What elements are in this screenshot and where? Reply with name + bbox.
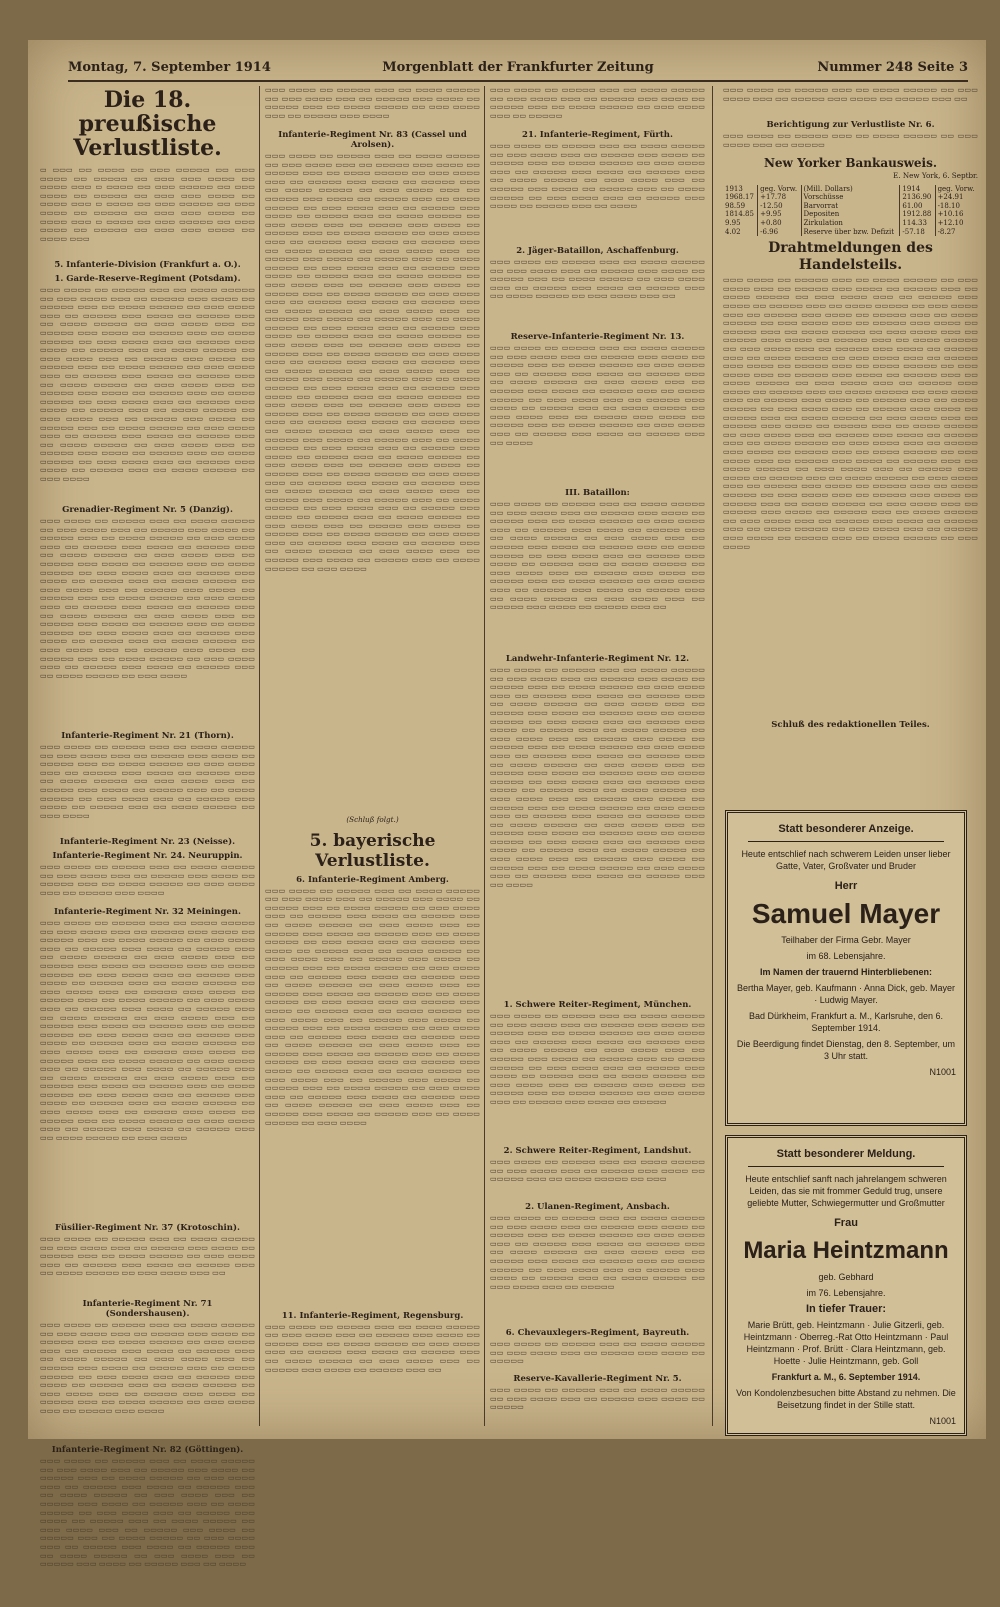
- table-row: 4.02 -6.96 Reserve über bzw. Defizit -57.18 -8.27: [723, 228, 978, 237]
- mourners-list: Bertha Mayer, geb. Kaufmann · Anna Dick, geb. Mayer · Ludwig Mayer.: [736, 983, 956, 1005]
- text-block: ▭▭▭ ▭▭▭▭ ▭▭ ▭▭▭▭▭ ▭▭▭ ▭▭ ▭▭▭▭ ▭▭▭▭▭ ▭▭ ▭▭▭ ▭▭▭▭ ▭▭▭ ▭▭ ▭▭▭▭▭ ▭▭▭ ▭▭▭▭ ▭▭ ▭▭▭▭▭ ▭▭▭ ▭▭ ▭▭▭▭ ▭▭▭▭▭ ▭▭ ▭▭▭ ▭▭▭▭ ▭▭▭ ▭▭ ▭▭▭▭▭ ▭▭▭ ▭▭▭▭: [265, 85, 480, 120]
- text-block: ▭▭▭ ▭▭▭▭ ▭▭ ▭▭▭▭▭ ▭▭▭ ▭▭ ▭▭▭▭ ▭▭▭▭▭ ▭▭ ▭▭▭ ▭▭▭▭ ▭▭▭ ▭▭ ▭▭▭▭▭ ▭▭▭ ▭▭▭▭ ▭▭ ▭▭▭▭▭ ▭▭▭ ▭▭ ▭▭▭▭ ▭▭▭▭▭ ▭▭ ▭▭▭ ▭▭▭▭ ▭▭▭ ▭▭ ▭▭▭▭▭ ▭▭▭ ▭▭▭▭ ▭▭ ▭▭▭▭▭ ▭▭▭ ▭▭ ▭▭▭▭ ▭▭▭▭▭ ▭▭ ▭▭▭ ▭▭▭▭ ▭▭▭ ▭▭ ▭▭▭▭▭ ▭▭▭ ▭▭▭▭ ▭▭ ▭▭▭▭▭ ▭▭▭ ▭▭ ▭▭▭▭ ▭▭▭▭▭ ▭▭ ▭▭▭ ▭▭▭▭ ▭▭▭ ▭▭ ▭▭▭▭▭ ▭▭▭ ▭▭▭▭ ▭▭ ▭▭▭▭▭ ▭▭▭ ▭▭ ▭▭▭▭ ▭▭▭▭▭ ▭▭ ▭▭▭ ▭▭▭▭ ▭▭▭ ▭▭ ▭▭▭▭▭ ▭▭▭ ▭▭▭▭ ▭▭ ▭▭▭▭▭ ▭▭▭ ▭▭ ▭▭▭▭ ▭▭▭▭▭ ▭▭ ▭▭▭ ▭▭▭▭ ▭▭▭ ▭▭ ▭▭▭▭▭ ▭▭▭ ▭▭▭▭ ▭▭ ▭▭▭▭▭ ▭▭▭ ▭▭ ▭▭▭▭ ▭▭▭▭▭ ▭▭ ▭▭▭ ▭▭▭▭ ▭▭▭ ▭▭ ▭▭▭▭▭ ▭▭▭ ▭▭▭▭ ▭▭ ▭▭▭▭▭ ▭▭▭ ▭▭ ▭▭▭▭ ▭▭▭▭▭ ▭▭ ▭▭▭ ▭▭▭▭ ▭▭▭ ▭▭ ▭▭▭▭▭ ▭▭▭ ▭▭▭▭ ▭▭ ▭▭▭▭▭ ▭▭▭ ▭▭ ▭▭▭▭ ▭▭▭▭▭ ▭▭ ▭▭▭ ▭▭▭▭ ▭▭▭ ▭▭ ▭▭▭▭▭ ▭▭▭ ▭▭▭▭ ▭▭ ▭▭▭▭▭ ▭▭▭ ▭▭ ▭▭▭▭ ▭▭▭▭▭ ▭▭ ▭▭▭ ▭▭▭▭ ▭▭▭ ▭▭ ▭▭▭▭▭ ▭▭▭ ▭▭▭▭ ▭▭ ▭▭▭▭▭ ▭▭▭ ▭▭ ▭▭▭▭ ▭▭▭▭▭ ▭▭ ▭▭▭ ▭▭▭▭ ▭▭▭ ▭▭ ▭▭▭▭▭ ▭▭▭ ▭▭▭▭ ▭▭ ▭▭▭▭▭ ▭▭▭ ▭▭ ▭▭▭▭ ▭▭▭▭▭ ▭▭ ▭▭▭ ▭▭▭▭ ▭▭▭ ▭▭ ▭▭▭▭▭ ▭▭▭ ▭▭▭▭ ▭▭ ▭▭▭▭▭ ▭▭▭ ▭▭ ▭▭▭▭ ▭▭▭▭▭ ▭▭ ▭▭▭ ▭▭▭▭: [40, 285, 255, 484]
- deceased-role: Teilhaber der Firma Gebr. Mayer: [781, 935, 911, 945]
- continued-note: (Schluß folgt.): [346, 815, 399, 824]
- death-notice-mayer: [725, 810, 967, 1126]
- section-heading: Infanterie-Regiment Nr. 83 (Cassel und Arolsen).: [278, 130, 467, 150]
- section-heading: 2. Ulanen-Regiment, Ansbach.: [525, 1202, 670, 1212]
- telegrams-title: Drahtmeldungen des Handelsteils.: [768, 240, 933, 274]
- divider: [748, 1166, 944, 1167]
- text-block: ▭▭▭ ▭▭▭▭ ▭▭ ▭▭▭▭▭ ▭▭▭ ▭▭ ▭▭▭▭ ▭▭▭▭▭ ▭▭ ▭▭▭ ▭▭▭▭ ▭▭▭ ▭▭ ▭▭▭▭▭ ▭▭▭ ▭▭▭▭ ▭▭ ▭▭▭▭▭ ▭▭▭ ▭▭ ▭▭▭▭ ▭▭▭▭▭ ▭▭ ▭▭▭ ▭▭▭▭ ▭▭▭ ▭▭ ▭▭▭▭▭ ▭▭▭ ▭▭▭▭ ▭▭ ▭▭▭▭▭ ▭▭▭ ▭▭ ▭▭▭▭ ▭▭▭▭▭ ▭▭ ▭▭▭ ▭▭▭▭ ▭▭▭ ▭▭: [40, 1234, 255, 1278]
- column-rule: [712, 86, 713, 1426]
- text-block: ▭▭▭ ▭▭▭▭ ▭▭ ▭▭▭▭▭ ▭▭▭ ▭▭ ▭▭▭▭ ▭▭▭▭▭ ▭▭ ▭▭▭ ▭▭▭▭ ▭▭▭ ▭▭ ▭▭▭▭▭ ▭▭▭ ▭▭▭▭ ▭▭ ▭▭▭▭▭ ▭▭▭ ▭▭ ▭▭▭▭ ▭▭▭▭▭ ▭▭ ▭▭▭ ▭▭▭▭ ▭▭▭ ▭▭ ▭▭▭▭▭ ▭▭▭ ▭▭▭▭ ▭▭ ▭▭▭▭▭ ▭▭▭ ▭▭ ▭▭▭▭ ▭▭▭▭▭ ▭▭ ▭▭▭ ▭▭▭▭ ▭▭▭ ▭▭ ▭▭▭▭▭ ▭▭▭ ▭▭▭▭ ▭▭ ▭▭▭▭▭ ▭▭▭ ▭▭ ▭▭▭▭ ▭▭▭▭▭ ▭▭ ▭▭▭ ▭▭▭▭ ▭▭▭ ▭▭ ▭▭▭▭▭ ▭▭▭ ▭▭▭▭ ▭▭ ▭▭▭▭▭ ▭▭▭ ▭▭ ▭▭▭▭ ▭▭▭▭▭ ▭▭ ▭▭▭ ▭▭▭▭: [40, 742, 255, 820]
- bank-statement-title: New Yorker Bankausweis.: [763, 156, 938, 170]
- column-rule: [259, 86, 260, 1426]
- section-heading: 2. Jäger-Bataillon, Aschaffenburg.: [516, 246, 679, 256]
- text-block: ▭▭▭ ▭▭▭▭ ▭▭ ▭▭▭▭▭ ▭▭▭ ▭▭ ▭▭▭▭ ▭▭▭▭▭ ▭▭ ▭▭▭ ▭▭▭▭ ▭▭▭ ▭▭ ▭▭▭▭▭ ▭▭▭ ▭▭▭▭ ▭▭ ▭▭▭▭▭: [490, 1385, 705, 1412]
- bavarian-list-title: 5. bayerische Verlustliste.: [309, 830, 436, 871]
- deceased-age: im 68. Lebensjahre.: [806, 951, 886, 961]
- text-block: ▭▭▭ ▭▭▭▭ ▭▭ ▭▭▭▭▭ ▭▭▭ ▭▭ ▭▭▭▭ ▭▭▭▭▭ ▭▭ ▭▭▭ ▭▭▭▭ ▭▭▭ ▭▭ ▭▭▭▭▭ ▭▭▭ ▭▭▭▭ ▭▭ ▭▭▭▭▭ ▭▭▭ ▭▭ ▭▭▭▭ ▭▭▭▭▭ ▭▭ ▭▭▭ ▭▭▭▭ ▭▭▭ ▭▭ ▭▭▭▭▭ ▭▭▭ ▭▭▭▭ ▭▭ ▭▭▭▭▭ ▭▭▭ ▭▭ ▭▭▭▭ ▭▭▭▭▭ ▭▭ ▭▭▭ ▭▭▭▭ ▭▭▭ ▭▭ ▭▭▭▭▭ ▭▭▭ ▭▭▭▭ ▭▭ ▭▭▭▭▭ ▭▭▭ ▭▭: [265, 1321, 480, 1374]
- text-block: ▭▭▭ ▭▭▭▭ ▭▭ ▭▭▭▭▭ ▭▭▭ ▭▭ ▭▭▭▭ ▭▭▭▭▭ ▭▭ ▭▭▭ ▭▭▭▭ ▭▭▭ ▭▭ ▭▭▭▭▭ ▭▭▭ ▭▭▭▭ ▭▭ ▭▭▭▭▭ ▭▭▭ ▭▭ ▭▭▭▭ ▭▭▭▭▭ ▭▭ ▭▭▭ ▭▭▭▭ ▭▭▭ ▭▭ ▭▭▭▭▭: [490, 85, 705, 120]
- section-heading: Reserve-Kavallerie-Regiment Nr. 5.: [513, 1374, 682, 1384]
- text-block: ▭▭▭ ▭▭▭▭ ▭▭ ▭▭▭▭▭ ▭▭▭ ▭▭ ▭▭▭▭ ▭▭▭▭▭ ▭▭ ▭▭▭ ▭▭▭▭ ▭▭▭ ▭▭ ▭▭▭▭▭ ▭▭▭ ▭▭▭▭ ▭▭ ▭▭▭▭▭ ▭▭▭ ▭▭ ▭▭▭▭ ▭▭▭▭▭ ▭▭ ▭▭▭ ▭▭▭▭ ▭▭▭ ▭▭ ▭▭▭▭▭ ▭▭▭ ▭▭▭▭ ▭▭ ▭▭▭▭▭ ▭▭▭ ▭▭ ▭▭▭▭ ▭▭▭▭▭ ▭▭ ▭▭▭ ▭▭▭▭ ▭▭▭ ▭▭ ▭▭▭▭▭ ▭▭▭ ▭▭▭▭ ▭▭ ▭▭▭▭▭ ▭▭▭ ▭▭ ▭▭▭▭ ▭▭▭▭▭ ▭▭ ▭▭▭ ▭▭▭▭ ▭▭▭ ▭▭ ▭▭▭▭▭ ▭▭▭ ▭▭▭▭ ▭▭ ▭▭▭▭▭ ▭▭▭ ▭▭ ▭▭▭▭ ▭▭▭▭▭ ▭▭ ▭▭▭ ▭▭▭▭ ▭▭▭ ▭▭ ▭▭▭▭▭ ▭▭▭ ▭▭▭▭ ▭▭ ▭▭▭▭▭ ▭▭▭ ▭▭ ▭▭▭▭ ▭▭▭▭▭ ▭▭ ▭▭▭ ▭▭▭▭ ▭▭▭ ▭▭ ▭▭▭▭▭ ▭▭▭ ▭▭▭▭ ▭▭ ▭▭▭▭▭ ▭▭▭ ▭▭ ▭▭▭▭ ▭▭▭▭▭ ▭▭ ▭▭▭ ▭▭▭▭ ▭▭▭ ▭▭ ▭▭▭▭▭ ▭▭▭ ▭▭▭▭ ▭▭ ▭▭▭▭▭ ▭▭▭ ▭▭ ▭▭▭▭ ▭▭▭▭▭ ▭▭ ▭▭▭ ▭▭▭▭ ▭▭▭ ▭▭ ▭▭▭▭▭ ▭▭▭ ▭▭▭▭ ▭▭ ▭▭▭▭▭ ▭▭▭ ▭▭ ▭▭▭▭ ▭▭▭▭▭ ▭▭ ▭▭▭ ▭▭▭▭ ▭▭▭ ▭▭ ▭▭▭▭▭ ▭▭▭ ▭▭▭▭ ▭▭ ▭▭▭▭▭ ▭▭▭ ▭▭ ▭▭▭▭ ▭▭▭▭▭ ▭▭ ▭▭▭ ▭▭▭▭ ▭▭▭ ▭▭ ▭▭▭▭▭ ▭▭▭ ▭▭▭▭ ▭▭ ▭▭▭▭▭ ▭▭▭ ▭▭ ▭▭▭▭ ▭▭▭▭▭ ▭▭ ▭▭▭ ▭▭▭▭ ▭▭▭ ▭▭ ▭▭▭▭▭ ▭▭▭ ▭▭▭▭ ▭▭ ▭▭▭▭▭ ▭▭▭ ▭▭ ▭▭▭▭ ▭▭▭▭▭ ▭▭ ▭▭▭ ▭▭▭▭ ▭▭▭ ▭▭ ▭▭▭▭▭ ▭▭▭ ▭▭▭▭ ▭▭ ▭▭▭▭▭ ▭▭▭ ▭▭ ▭▭▭▭ ▭▭▭▭▭ ▭▭ ▭▭▭ ▭▭▭▭ ▭▭▭ ▭▭ ▭▭▭▭▭ ▭▭▭ ▭▭▭▭ ▭▭ ▭▭▭▭▭ ▭▭▭ ▭▭ ▭▭▭▭ ▭▭▭▭▭ ▭▭ ▭▭▭ ▭▭▭▭ ▭▭▭ ▭▭ ▭▭▭▭▭ ▭▭▭ ▭▭▭▭ ▭▭ ▭▭▭▭▭ ▭▭▭ ▭▭ ▭▭▭▭: [490, 665, 705, 889]
- text-block: ▭▭▭ ▭▭▭▭ ▭▭ ▭▭▭▭▭ ▭▭▭ ▭▭ ▭▭▭▭ ▭▭▭▭▭ ▭▭ ▭▭▭ ▭▭▭▭ ▭▭▭ ▭▭ ▭▭▭▭▭ ▭▭▭ ▭▭▭▭ ▭▭ ▭▭▭▭▭ ▭▭▭ ▭▭ ▭▭▭▭ ▭▭▭▭▭ ▭▭ ▭▭▭ ▭▭▭▭ ▭▭▭ ▭▭ ▭▭▭▭▭ ▭▭▭ ▭▭▭▭ ▭▭ ▭▭▭▭▭ ▭▭▭ ▭▭ ▭▭▭▭ ▭▭▭▭▭ ▭▭ ▭▭▭ ▭▭▭▭ ▭▭▭ ▭▭ ▭▭▭▭▭ ▭▭▭ ▭▭▭▭ ▭▭ ▭▭▭▭▭ ▭▭▭ ▭▭ ▭▭▭▭ ▭▭▭▭▭ ▭▭ ▭▭▭ ▭▭▭▭ ▭▭▭ ▭▭ ▭▭▭▭▭ ▭▭▭ ▭▭▭▭ ▭▭ ▭▭▭▭▭ ▭▭▭ ▭▭ ▭▭▭▭ ▭▭▭▭▭ ▭▭ ▭▭▭ ▭▭▭▭ ▭▭▭ ▭▭ ▭▭▭▭▭ ▭▭▭ ▭▭▭▭ ▭▭ ▭▭▭▭▭ ▭▭▭ ▭▭ ▭▭▭▭ ▭▭▭▭▭ ▭▭ ▭▭▭ ▭▭▭▭ ▭▭▭ ▭▭ ▭▭▭▭▭ ▭▭▭ ▭▭▭▭ ▭▭ ▭▭▭▭▭ ▭▭▭ ▭▭ ▭▭▭▭: [490, 343, 705, 447]
- section-heading: III. Bataillon:: [565, 488, 630, 498]
- column-4: [723, 86, 978, 776]
- notice-intro: Heute entschlief nach schwerem Leiden unser lieber Gatte, Vater, Großvater und Bruder: [741, 849, 951, 871]
- header-page-number: Nummer 248 Seite 3: [817, 60, 968, 75]
- section-heading: 21. Infanterie-Regiment, Fürth.: [522, 130, 673, 140]
- section-heading: Füsilier-Regiment Nr. 37 (Krotoschin).: [55, 1223, 240, 1233]
- section-heading: Infanterie-Regiment Nr. 24. Neuruppin.: [52, 851, 243, 861]
- deceased-name: Samuel Mayer: [751, 898, 941, 929]
- section-heading: 2. Schwere Reiter-Regiment, Landshut.: [503, 1146, 692, 1156]
- column-2: [265, 86, 480, 1426]
- bank-statement-table: [723, 185, 978, 237]
- ad-code: N1001: [929, 1067, 956, 1077]
- column-1: [40, 86, 255, 1569]
- newspaper-page: [28, 40, 986, 1569]
- text-block: ▭▭▭ ▭▭▭▭ ▭▭ ▭▭▭▭▭ ▭▭▭ ▭▭ ▭▭▭▭ ▭▭▭▭▭ ▭▭ ▭▭▭ ▭▭▭▭ ▭▭▭ ▭▭ ▭▭▭▭▭ ▭▭▭ ▭▭▭▭ ▭▭ ▭▭▭▭▭ ▭▭▭ ▭▭ ▭▭▭▭ ▭▭▭▭▭ ▭▭ ▭▭▭ ▭▭▭▭ ▭▭▭ ▭▭ ▭▭▭▭▭ ▭▭▭ ▭▭▭▭ ▭▭ ▭▭▭▭▭ ▭▭▭ ▭▭ ▭▭▭▭ ▭▭▭▭▭ ▭▭ ▭▭▭ ▭▭▭▭ ▭▭▭ ▭▭ ▭▭▭▭▭ ▭▭▭ ▭▭▭▭ ▭▭ ▭▭▭▭▭ ▭▭▭ ▭▭ ▭▭▭▭ ▭▭▭▭▭ ▭▭ ▭▭▭ ▭▭▭▭ ▭▭▭ ▭▭ ▭▭▭▭▭ ▭▭▭ ▭▭▭▭ ▭▭ ▭▭▭▭▭ ▭▭▭ ▭▭ ▭▭▭▭: [490, 141, 705, 211]
- section-heading: 6. Chevauxlegers-Regiment, Bayreuth.: [505, 1328, 690, 1338]
- mourners-list: Marie Brütt, geb. Heintzmann · Julie Gitzerli, geb. Heintzmann · Oberreg.-Rat Otto Heintzmann · Paul Heintzmann · Prof. Brütt · Clara Heintzmann, geb. Hoette · Julie Heintzmann, geb. Goll: [743, 1320, 949, 1366]
- section-heading: 1. Garde-Reserve-Regiment (Potsdam).: [54, 274, 241, 284]
- burial-info: Die Beerdigung findet Dienstag, den 8. September, um 3 Uhr statt.: [736, 1039, 956, 1061]
- section-heading: 5. Infanterie-Division (Frankfurt a. O.).: [54, 260, 241, 270]
- section-heading: Landwehr-Infanterie-Regiment Nr. 12.: [505, 654, 690, 664]
- deceased-age: im 76. Lebensjahre.: [806, 1288, 886, 1298]
- divider: [748, 841, 944, 842]
- ad-code: N1001: [929, 1416, 956, 1426]
- notice-kicker: Statt besonderer Meldung.: [776, 1148, 916, 1160]
- table-header-row: 1913 geg. Vorw. (Mill. Dollars) 1914 geg. Vorw.: [723, 185, 978, 194]
- section-heading: Infanterie-Regiment Nr. 82 (Göttingen).: [51, 1445, 244, 1455]
- header-paper-title: Morgenblatt der Frankfurter Zeitung: [382, 60, 654, 75]
- section-heading: 1. Schwere Reiter-Regiment, München.: [503, 1000, 692, 1010]
- section-heading: 6. Infanterie-Regiment Amberg.: [296, 874, 449, 885]
- text-block: ▭▭▭ ▭▭▭▭ ▭▭ ▭▭▭▭▭ ▭▭▭ ▭▭ ▭▭▭▭ ▭▭▭▭▭ ▭▭ ▭▭▭ ▭▭▭▭ ▭▭▭ ▭▭ ▭▭▭▭▭ ▭▭▭ ▭▭▭▭ ▭▭ ▭▭▭▭▭ ▭▭▭ ▭▭ ▭▭▭▭ ▭▭▭▭▭ ▭▭ ▭▭▭ ▭▭▭▭ ▭▭▭ ▭▭ ▭▭▭▭▭ ▭▭▭ ▭▭▭▭ ▭▭ ▭▭▭▭▭ ▭▭▭ ▭▭ ▭▭▭▭ ▭▭▭▭▭ ▭▭ ▭▭▭ ▭▭▭▭ ▭▭▭ ▭▭ ▭▭▭▭▭ ▭▭▭ ▭▭▭▭ ▭▭ ▭▭▭▭▭ ▭▭▭ ▭▭ ▭▭▭▭ ▭▭▭▭▭ ▭▭ ▭▭▭ ▭▭▭▭ ▭▭▭ ▭▭ ▭▭▭▭▭ ▭▭▭ ▭▭▭▭ ▭▭ ▭▭▭▭▭ ▭▭▭ ▭▭ ▭▭▭▭ ▭▭▭▭▭ ▭▭ ▭▭▭ ▭▭▭▭ ▭▭▭ ▭▭ ▭▭▭▭▭: [490, 1213, 705, 1291]
- text-block: ▭▭▭ ▭▭▭▭ ▭▭ ▭▭▭▭▭ ▭▭▭ ▭▭ ▭▭▭▭ ▭▭▭▭▭ ▭▭ ▭▭▭ ▭▭▭▭ ▭▭▭ ▭▭ ▭▭▭▭▭ ▭▭▭ ▭▭▭▭ ▭▭ ▭▭▭▭▭ ▭▭▭ ▭▭ ▭▭▭▭ ▭▭▭▭▭ ▭▭ ▭▭▭ ▭▭▭▭ ▭▭▭ ▭▭ ▭▭▭▭▭ ▭▭▭ ▭▭▭▭ ▭▭ ▭▭▭▭▭ ▭▭▭ ▭▭ ▭▭▭▭ ▭▭▭▭▭ ▭▭ ▭▭▭ ▭▭▭▭ ▭▭▭ ▭▭ ▭▭▭▭▭ ▭▭▭ ▭▭▭▭ ▭▭ ▭▭▭▭▭ ▭▭▭ ▭▭ ▭▭▭▭ ▭▭▭▭▭ ▭▭ ▭▭▭ ▭▭▭▭ ▭▭▭ ▭▭ ▭▭▭▭▭ ▭▭▭ ▭▭▭▭ ▭▭ ▭▭▭▭▭ ▭▭▭ ▭▭ ▭▭▭▭ ▭▭▭▭▭ ▭▭ ▭▭▭ ▭▭▭▭ ▭▭▭ ▭▭ ▭▭▭▭▭ ▭▭▭ ▭▭▭▭ ▭▭ ▭▭▭▭▭ ▭▭▭ ▭▭ ▭▭▭▭ ▭▭▭▭▭ ▭▭ ▭▭▭ ▭▭▭▭ ▭▭▭ ▭▭ ▭▭▭▭▭ ▭▭▭ ▭▭▭▭ ▭▭ ▭▭▭▭▭ ▭▭▭ ▭▭ ▭▭▭▭ ▭▭▭▭▭ ▭▭ ▭▭▭ ▭▭▭▭ ▭▭▭ ▭▭ ▭▭▭▭▭ ▭▭▭ ▭▭▭▭ ▭▭ ▭▭▭▭▭ ▭▭▭ ▭▭ ▭▭▭▭ ▭▭▭▭▭ ▭▭ ▭▭▭ ▭▭▭▭ ▭▭▭ ▭▭ ▭▭▭▭▭ ▭▭▭ ▭▭▭▭ ▭▭ ▭▭▭▭▭ ▭▭▭ ▭▭ ▭▭▭▭ ▭▭▭▭▭ ▭▭ ▭▭▭ ▭▭▭▭ ▭▭▭ ▭▭ ▭▭▭▭▭ ▭▭▭ ▭▭▭▭ ▭▭ ▭▭▭▭▭ ▭▭▭ ▭▭ ▭▭▭▭ ▭▭▭▭▭ ▭▭ ▭▭▭ ▭▭▭▭ ▭▭▭ ▭▭ ▭▭▭▭▭ ▭▭▭ ▭▭▭▭ ▭▭ ▭▭▭▭▭ ▭▭▭ ▭▭ ▭▭▭▭ ▭▭▭▭▭ ▭▭ ▭▭▭ ▭▭▭▭: [40, 516, 255, 680]
- text-block: ▭▭▭ ▭▭▭▭ ▭▭ ▭▭▭▭▭ ▭▭▭ ▭▭ ▭▭▭▭ ▭▭▭▭▭ ▭▭ ▭▭▭ ▭▭▭▭ ▭▭▭ ▭▭ ▭▭▭▭▭: [723, 131, 978, 149]
- notice-place-date: Frankfurt a. M., 6. September 1914.: [771, 1372, 921, 1382]
- correction-heading: Berichtigung zur Verlustliste Nr. 6.: [766, 120, 935, 130]
- notice-kicker: Statt besonderer Anzeige.: [778, 823, 914, 835]
- mourners-heading: Im Namen der trauernd Hinterbliebenen:: [759, 967, 933, 977]
- text-block: ▭▭▭ ▭▭▭▭ ▭▭ ▭▭▭▭▭ ▭▭▭ ▭▭ ▭▭▭▭ ▭▭▭▭▭ ▭▭ ▭▭▭ ▭▭▭▭ ▭▭▭ ▭▭ ▭▭▭▭▭ ▭▭▭ ▭▭▭▭ ▭▭ ▭▭▭▭▭ ▭▭▭ ▭▭ ▭▭▭▭ ▭▭▭▭▭ ▭▭ ▭▭▭ ▭▭▭▭ ▭▭▭ ▭▭ ▭▭▭▭▭ ▭▭▭ ▭▭▭▭ ▭▭ ▭▭▭▭▭ ▭▭▭ ▭▭ ▭▭▭▭ ▭▭▭▭▭ ▭▭ ▭▭▭ ▭▭▭▭ ▭▭▭ ▭▭ ▭▭▭▭▭ ▭▭▭ ▭▭▭▭ ▭▭ ▭▭▭▭▭ ▭▭▭ ▭▭ ▭▭▭▭ ▭▭▭▭▭ ▭▭ ▭▭▭ ▭▭▭▭ ▭▭▭ ▭▭ ▭▭▭▭▭ ▭▭▭ ▭▭▭▭ ▭▭ ▭▭▭▭▭ ▭▭▭ ▭▭ ▭▭▭▭ ▭▭▭▭▭ ▭▭ ▭▭▭ ▭▭▭▭ ▭▭▭ ▭▭ ▭▭▭▭▭ ▭▭▭ ▭▭▭▭ ▭▭ ▭▭▭▭▭ ▭▭▭ ▭▭ ▭▭▭▭ ▭▭▭▭▭ ▭▭ ▭▭▭ ▭▭▭▭ ▭▭▭ ▭▭ ▭▭▭▭▭ ▭▭▭ ▭▭▭▭ ▭▭ ▭▭▭▭▭: [490, 1011, 705, 1106]
- column-rule: [484, 86, 485, 1426]
- mourners-heading: In tiefer Trauer:: [805, 1303, 887, 1315]
- text-block: ▭▭▭ ▭▭▭▭ ▭▭ ▭▭▭▭▭ ▭▭▭ ▭▭ ▭▭▭▭ ▭▭▭▭▭ ▭▭ ▭▭▭ ▭▭▭▭ ▭▭▭ ▭▭ ▭▭▭▭▭ ▭▭▭ ▭▭▭▭ ▭▭ ▭▭▭▭▭ ▭▭▭ ▭▭ ▭▭▭▭ ▭▭▭▭▭ ▭▭ ▭▭▭ ▭▭▭▭ ▭▭▭ ▭▭ ▭▭▭▭▭ ▭▭▭ ▭▭▭▭: [40, 862, 255, 897]
- header-date: Montag, 7. September 1914: [68, 60, 271, 75]
- text-block: ▭ ▭▭▭ ▭▭ ▭▭▭▭ ▭▭ ▭▭▭ ▭▭▭▭▭ ▭▭ ▭▭▭ ▭▭▭▭ ▭▭ ▭▭▭▭▭ ▭▭ ▭▭▭ ▭▭▭ ▭▭▭▭ ▭▭ ▭▭▭▭ ▭▭▭ ▭ ▭▭▭▭ ▭▭ ▭▭▭ ▭▭▭▭▭ ▭▭ ▭▭▭ ▭▭▭▭ ▭▭ ▭▭▭▭▭ ▭▭ ▭▭▭ ▭▭▭ ▭▭▭▭ ▭▭ ▭▭▭▭ ▭▭▭ ▭ ▭▭▭▭ ▭▭ ▭▭▭ ▭▭▭▭▭ ▭▭ ▭▭▭ ▭▭▭▭ ▭▭ ▭▭▭▭▭ ▭▭ ▭▭▭ ▭▭▭ ▭▭▭▭ ▭▭ ▭▭▭▭ ▭▭▭ ▭ ▭▭▭▭ ▭▭ ▭▭▭ ▭▭▭▭▭ ▭▭ ▭▭▭ ▭▭▭▭ ▭▭ ▭▭▭▭▭ ▭▭ ▭▭▭ ▭▭▭ ▭▭▭▭ ▭▭ ▭▭▭▭ ▭▭▭: [40, 165, 255, 243]
- notice-place-date: Bad Dürkheim, Frankfurt a. M., Karlsruhe, den 6. September 1914.: [748, 1011, 944, 1033]
- section-heading: Infanterie-Regiment Nr. 71 (Sondershausen).: [82, 1299, 213, 1319]
- section-heading: Reserve-Infanterie-Regiment Nr. 13.: [510, 332, 685, 342]
- text-block: ▭▭▭ ▭▭▭▭ ▭▭ ▭▭▭▭▭ ▭▭▭ ▭▭ ▭▭▭▭ ▭▭▭▭▭ ▭▭ ▭▭▭ ▭▭▭▭ ▭▭▭ ▭▭ ▭▭▭▭▭ ▭▭▭ ▭▭▭▭ ▭▭ ▭▭▭▭▭ ▭▭▭ ▭▭ ▭▭▭▭ ▭▭▭▭▭ ▭▭ ▭▭▭: [490, 1157, 705, 1184]
- text-block: ▭▭▭ ▭▭▭▭ ▭▭ ▭▭▭▭▭ ▭▭▭ ▭▭ ▭▭▭▭ ▭▭▭▭▭ ▭▭ ▭▭▭ ▭▭▭▭ ▭▭▭ ▭▭ ▭▭▭▭▭ ▭▭▭ ▭▭▭▭ ▭▭ ▭▭▭▭▭ ▭▭▭ ▭▭ ▭▭▭▭ ▭▭▭▭▭ ▭▭ ▭▭▭ ▭▭▭▭ ▭▭▭ ▭▭ ▭▭▭▭▭ ▭▭▭ ▭▭▭▭ ▭▭ ▭▭▭▭▭ ▭▭▭ ▭▭ ▭▭▭▭ ▭▭▭▭▭ ▭▭ ▭▭▭ ▭▭▭▭ ▭▭▭ ▭▭ ▭▭▭▭▭ ▭▭▭ ▭▭▭▭ ▭▭ ▭▭▭▭▭ ▭▭▭ ▭▭ ▭▭▭▭ ▭▭▭▭▭ ▭▭ ▭▭▭ ▭▭▭▭ ▭▭▭ ▭▭ ▭▭▭▭▭ ▭▭▭ ▭▭▭▭ ▭▭ ▭▭▭▭▭ ▭▭▭ ▭▭ ▭▭▭▭ ▭▭▭▭▭ ▭▭ ▭▭▭ ▭▭▭▭ ▭▭▭ ▭▭ ▭▭▭▭▭ ▭▭▭ ▭▭▭▭ ▭▭ ▭▭▭▭▭ ▭▭▭ ▭▭ ▭▭▭▭ ▭▭▭▭▭ ▭▭ ▭▭▭ ▭▭▭▭ ▭▭▭ ▭▭ ▭▭▭▭▭ ▭▭▭ ▭▭▭▭ ▭▭ ▭▭▭▭▭ ▭▭▭ ▭▭ ▭▭▭▭ ▭▭▭▭▭ ▭▭ ▭▭▭ ▭▭▭▭ ▭▭▭ ▭▭ ▭▭▭▭▭ ▭▭▭ ▭▭▭▭ ▭▭ ▭▭▭▭▭ ▭▭▭ ▭▭ ▭▭▭▭ ▭▭▭▭▭ ▭▭ ▭▭▭ ▭▭▭▭ ▭▭▭ ▭▭ ▭▭▭▭▭ ▭▭▭ ▭▭▭▭ ▭▭ ▭▭▭▭▭ ▭▭▭ ▭▭ ▭▭▭▭ ▭▭▭▭▭ ▭▭ ▭▭▭ ▭▭▭▭ ▭▭▭ ▭▭ ▭▭▭▭▭ ▭▭▭ ▭▭▭▭ ▭▭ ▭▭▭▭▭ ▭▭▭ ▭▭ ▭▭▭▭ ▭▭▭▭▭ ▭▭ ▭▭▭ ▭▭▭▭ ▭▭▭ ▭▭ ▭▭▭▭▭ ▭▭▭ ▭▭▭▭ ▭▭ ▭▭▭▭▭ ▭▭▭ ▭▭ ▭▭▭▭ ▭▭▭▭▭ ▭▭ ▭▭▭ ▭▭▭▭ ▭▭▭ ▭▭ ▭▭▭▭▭ ▭▭▭ ▭▭▭▭ ▭▭ ▭▭▭▭▭ ▭▭▭ ▭▭ ▭▭▭▭ ▭▭▭▭▭ ▭▭ ▭▭▭ ▭▭▭▭ ▭▭▭ ▭▭ ▭▭▭▭▭ ▭▭▭ ▭▭▭▭ ▭▭ ▭▭▭▭▭ ▭▭▭ ▭▭ ▭▭▭▭ ▭▭▭▭▭ ▭▭ ▭▭▭ ▭▭▭▭ ▭▭▭ ▭▭ ▭▭▭▭▭ ▭▭▭ ▭▭▭▭ ▭▭ ▭▭▭▭▭ ▭▭▭ ▭▭ ▭▭▭▭ ▭▭▭▭▭ ▭▭ ▭▭▭ ▭▭▭▭ ▭▭▭ ▭▭ ▭▭▭▭▭ ▭▭▭ ▭▭▭▭ ▭▭ ▭▭▭▭▭ ▭▭▭ ▭▭ ▭▭▭▭ ▭▭▭▭▭ ▭▭ ▭▭▭ ▭▭▭▭ ▭▭▭ ▭▭ ▭▭▭▭▭ ▭▭▭ ▭▭▭▭ ▭▭ ▭▭▭▭▭ ▭▭▭ ▭▭ ▭▭▭▭ ▭▭▭▭▭ ▭▭ ▭▭▭ ▭▭▭▭ ▭▭▭ ▭▭ ▭▭▭▭▭ ▭▭▭ ▭▭▭▭ ▭▭ ▭▭▭▭▭ ▭▭▭ ▭▭ ▭▭▭▭ ▭▭▭▭▭ ▭▭ ▭▭▭ ▭▭▭▭ ▭▭▭ ▭▭ ▭▭▭▭▭ ▭▭▭ ▭▭▭▭ ▭▭ ▭▭▭▭▭ ▭▭▭ ▭▭ ▭▭▭▭ ▭▭▭▭▭ ▭▭ ▭▭▭ ▭▭▭▭ ▭▭▭ ▭▭ ▭▭▭▭▭ ▭▭▭ ▭▭▭▭ ▭▭ ▭▭▭▭▭ ▭▭▭ ▭▭ ▭▭▭▭ ▭▭▭▭▭ ▭▭ ▭▭▭ ▭▭▭▭ ▭▭▭ ▭▭ ▭▭▭▭▭ ▭▭▭ ▭▭▭▭ ▭▭ ▭▭▭▭▭ ▭▭▭ ▭▭ ▭▭▭▭ ▭▭▭▭▭ ▭▭ ▭▭▭ ▭▭▭▭ ▭▭▭ ▭▭ ▭▭▭▭▭ ▭▭▭ ▭▭▭▭ ▭▭ ▭▭▭▭▭ ▭▭▭ ▭▭ ▭▭▭▭ ▭▭▭▭▭ ▭▭ ▭▭▭ ▭▭▭▭ ▭▭▭ ▭▭ ▭▭▭▭▭ ▭▭▭ ▭▭▭▭ ▭▭ ▭▭▭▭▭ ▭▭▭ ▭▭ ▭▭▭▭ ▭▭▭▭▭ ▭▭ ▭▭▭ ▭▭▭▭: [723, 275, 978, 551]
- deceased-name: Maria Heintzmann: [743, 1237, 949, 1264]
- page-header: [68, 58, 968, 82]
- section-heading: Infanterie-Regiment Nr. 21 (Thorn).: [61, 731, 234, 741]
- column-3: [490, 86, 705, 1426]
- text-block: ▭▭▭ ▭▭▭▭ ▭▭ ▭▭▭▭▭ ▭▭▭ ▭▭ ▭▭▭▭ ▭▭▭▭▭ ▭▭ ▭▭▭ ▭▭▭▭ ▭▭▭ ▭▭ ▭▭▭▭▭ ▭▭▭ ▭▭▭▭ ▭▭ ▭▭▭▭▭ ▭▭▭ ▭▭ ▭▭▭▭ ▭▭▭▭▭ ▭▭ ▭▭▭ ▭▭▭▭ ▭▭▭ ▭▭ ▭▭▭▭▭ ▭▭▭ ▭▭▭▭ ▭▭ ▭▭▭▭▭ ▭▭▭ ▭▭ ▭▭▭▭ ▭▭▭▭▭ ▭▭ ▭▭▭ ▭▭▭▭ ▭▭▭ ▭▭ ▭▭▭▭▭ ▭▭▭ ▭▭▭▭ ▭▭ ▭▭▭▭▭ ▭▭▭ ▭▭ ▭▭▭▭ ▭▭▭▭▭ ▭▭ ▭▭▭ ▭▭▭▭ ▭▭▭ ▭▭ ▭▭▭▭▭ ▭▭▭ ▭▭▭▭ ▭▭ ▭▭▭▭▭ ▭▭▭ ▭▭ ▭▭▭▭ ▭▭▭▭▭ ▭▭ ▭▭▭ ▭▭▭▭ ▭▭▭ ▭▭ ▭▭▭▭▭ ▭▭▭ ▭▭▭▭ ▭▭ ▭▭▭▭▭ ▭▭▭ ▭▭ ▭▭▭▭ ▭▭▭▭▭ ▭▭ ▭▭▭ ▭▭▭▭ ▭▭▭ ▭▭ ▭▭▭▭▭ ▭▭▭ ▭▭▭▭ ▭▭ ▭▭▭▭▭ ▭▭▭ ▭▭ ▭▭▭▭ ▭▭▭▭▭ ▭▭ ▭▭▭ ▭▭▭▭ ▭▭▭ ▭▭ ▭▭▭▭▭ ▭▭▭ ▭▭▭▭ ▭▭ ▭▭▭▭▭ ▭▭▭ ▭▭: [490, 499, 705, 612]
- condolence-request: Von Kondolenzbesuchen bitte Abstand zu nehmen. Die Beisetzung findet in der Stille statt.: [736, 1388, 956, 1410]
- table-row: 1814.85 +9.95 Depositen 1912.88 +10.16: [723, 210, 978, 219]
- editorial-end: Schluß des redaktionellen Teiles.: [771, 720, 930, 731]
- notice-title: Frau: [834, 1217, 858, 1229]
- notice-title: Herr: [834, 880, 858, 892]
- section-heading: Infanterie-Regiment Nr. 23 (Neisse).: [59, 837, 236, 847]
- table-row: 1968.17 +17.78 Vorschüsse 2136.90 +24.91: [723, 193, 978, 202]
- casualty-list-title: Die 18. preußische Verlustliste.: [73, 87, 222, 161]
- text-block: ▭▭▭ ▭▭▭▭ ▭▭ ▭▭▭▭▭ ▭▭▭ ▭▭ ▭▭▭▭ ▭▭▭▭▭ ▭▭ ▭▭▭ ▭▭▭▭ ▭▭▭ ▭▭ ▭▭▭▭▭ ▭▭▭ ▭▭▭▭ ▭▭ ▭▭▭▭▭ ▭▭▭ ▭▭ ▭▭▭▭ ▭▭▭▭▭ ▭▭ ▭▭▭ ▭▭▭▭ ▭▭▭ ▭▭ ▭▭▭▭▭ ▭▭▭ ▭▭▭▭ ▭▭ ▭▭▭▭▭ ▭▭▭ ▭▭ ▭▭▭▭ ▭▭▭▭▭ ▭▭ ▭▭▭ ▭▭▭▭ ▭▭▭ ▭▭ ▭▭▭▭▭ ▭▭▭ ▭▭▭▭ ▭▭ ▭▭▭▭▭ ▭▭▭ ▭▭ ▭▭▭▭ ▭▭▭▭▭ ▭▭ ▭▭▭ ▭▭▭▭ ▭▭▭ ▭▭ ▭▭▭▭▭ ▭▭▭ ▭▭▭▭ ▭▭ ▭▭▭▭▭ ▭▭▭ ▭▭ ▭▭▭▭ ▭▭▭▭▭ ▭▭ ▭▭▭ ▭▭▭▭ ▭▭▭ ▭▭ ▭▭▭▭▭ ▭▭▭ ▭▭▭▭ ▭▭ ▭▭▭▭▭ ▭▭▭ ▭▭ ▭▭▭▭ ▭▭▭▭▭ ▭▭ ▭▭▭ ▭▭▭▭ ▭▭▭ ▭▭ ▭▭▭▭▭ ▭▭▭ ▭▭▭▭: [40, 1320, 255, 1415]
- text-block: ▭▭▭ ▭▭▭▭ ▭▭ ▭▭▭▭▭ ▭▭▭ ▭▭ ▭▭▭▭ ▭▭▭▭▭ ▭▭ ▭▭▭ ▭▭▭▭ ▭▭▭ ▭▭ ▭▭▭▭▭ ▭▭▭ ▭▭▭▭ ▭▭ ▭▭▭▭▭ ▭▭▭ ▭▭ ▭▭▭▭ ▭▭▭▭▭ ▭▭ ▭▭▭ ▭▭▭▭ ▭▭▭ ▭▭ ▭▭▭▭▭ ▭▭▭ ▭▭▭▭ ▭▭ ▭▭▭▭▭ ▭▭▭ ▭▭ ▭▭▭▭ ▭▭▭▭▭ ▭▭ ▭▭▭ ▭▭▭▭ ▭▭▭ ▭▭ ▭▭▭▭▭ ▭▭▭ ▭▭▭▭ ▭▭ ▭▭▭▭▭ ▭▭▭ ▭▭ ▭▭▭▭ ▭▭▭▭▭ ▭▭ ▭▭▭ ▭▭▭▭ ▭▭▭ ▭▭ ▭▭▭▭▭ ▭▭▭ ▭▭▭▭ ▭▭ ▭▭▭▭▭ ▭▭▭ ▭▭ ▭▭▭▭ ▭▭▭▭▭ ▭▭ ▭▭▭ ▭▭▭▭ ▭▭▭ ▭▭ ▭▭▭▭▭ ▭▭▭ ▭▭▭▭ ▭▭ ▭▭▭▭▭ ▭▭▭ ▭▭ ▭▭▭▭ ▭▭▭▭▭ ▭▭ ▭▭▭ ▭▭▭▭ ▭▭▭ ▭▭ ▭▭▭▭▭ ▭▭▭ ▭▭▭▭ ▭▭ ▭▭▭▭▭ ▭▭▭ ▭▭ ▭▭▭▭ ▭▭▭▭▭ ▭▭ ▭▭▭ ▭▭▭▭ ▭▭▭ ▭▭ ▭▭▭▭▭ ▭▭▭ ▭▭▭▭ ▭▭ ▭▭▭▭▭ ▭▭▭ ▭▭ ▭▭▭▭ ▭▭▭▭▭ ▭▭ ▭▭▭ ▭▭▭▭ ▭▭▭ ▭▭ ▭▭▭▭▭ ▭▭▭ ▭▭▭▭ ▭▭ ▭▭▭▭▭ ▭▭▭ ▭▭ ▭▭▭▭ ▭▭▭▭▭ ▭▭ ▭▭▭ ▭▭▭▭ ▭▭▭ ▭▭ ▭▭▭▭▭ ▭▭▭ ▭▭▭▭ ▭▭ ▭▭▭▭▭ ▭▭▭ ▭▭ ▭▭▭▭ ▭▭▭▭▭ ▭▭ ▭▭▭ ▭▭▭▭ ▭▭▭ ▭▭ ▭▭▭▭▭ ▭▭▭ ▭▭▭▭ ▭▭ ▭▭▭▭▭ ▭▭▭ ▭▭ ▭▭▭▭ ▭▭▭▭▭ ▭▭ ▭▭▭ ▭▭▭▭ ▭▭▭ ▭▭ ▭▭▭▭▭ ▭▭▭ ▭▭▭▭ ▭▭ ▭▭▭▭▭ ▭▭▭ ▭▭ ▭▭▭▭ ▭▭▭▭▭ ▭▭ ▭▭▭ ▭▭▭▭ ▭▭▭ ▭▭ ▭▭▭▭▭ ▭▭▭ ▭▭▭▭ ▭▭ ▭▭▭▭▭ ▭▭▭ ▭▭ ▭▭▭▭ ▭▭▭▭▭ ▭▭ ▭▭▭ ▭▭▭▭ ▭▭▭ ▭▭ ▭▭▭▭▭ ▭▭▭ ▭▭▭▭ ▭▭ ▭▭▭▭▭ ▭▭▭ ▭▭ ▭▭▭▭ ▭▭▭▭▭ ▭▭ ▭▭▭ ▭▭▭▭ ▭▭▭ ▭▭ ▭▭▭▭▭ ▭▭▭ ▭▭▭▭ ▭▭ ▭▭▭▭▭ ▭▭▭ ▭▭ ▭▭▭▭ ▭▭▭▭▭ ▭▭ ▭▭▭ ▭▭▭▭: [40, 918, 255, 1142]
- text-block: ▭▭▭ ▭▭▭▭ ▭▭ ▭▭▭▭▭ ▭▭▭ ▭▭ ▭▭▭▭ ▭▭▭▭▭ ▭▭ ▭▭▭ ▭▭▭▭ ▭▭▭ ▭▭ ▭▭▭▭▭ ▭▭▭ ▭▭▭▭ ▭▭ ▭▭▭▭▭ ▭▭▭ ▭▭ ▭▭▭▭ ▭▭▭▭▭ ▭▭ ▭▭▭ ▭▭▭▭ ▭▭▭ ▭▭ ▭▭▭▭▭ ▭▭▭ ▭▭▭▭ ▭▭ ▭▭▭▭▭ ▭▭▭ ▭▭ ▭▭▭▭ ▭▭▭▭▭ ▭▭ ▭▭▭ ▭▭▭▭ ▭▭▭ ▭▭ ▭▭▭▭▭ ▭▭▭ ▭▭▭▭ ▭▭ ▭▭▭▭▭ ▭▭▭ ▭▭ ▭▭▭▭ ▭▭▭▭▭ ▭▭ ▭▭▭ ▭▭▭▭ ▭▭▭ ▭▭ ▭▭▭▭▭ ▭▭▭ ▭▭▭▭ ▭▭ ▭▭▭▭▭ ▭▭▭ ▭▭ ▭▭▭▭ ▭▭▭▭▭ ▭▭ ▭▭▭ ▭▭▭▭ ▭▭▭ ▭▭ ▭▭▭▭▭ ▭▭▭ ▭▭▭▭ ▭▭ ▭▭▭▭▭ ▭▭▭ ▭▭ ▭▭▭▭ ▭▭▭▭▭ ▭▭ ▭▭▭ ▭▭▭▭ ▭▭▭ ▭▭ ▭▭▭▭▭ ▭▭▭ ▭▭▭▭ ▭▭ ▭▭▭▭▭ ▭▭▭ ▭▭ ▭▭▭▭ ▭▭▭▭▭ ▭▭ ▭▭▭ ▭▭▭▭ ▭▭▭ ▭▭ ▭▭▭▭▭ ▭▭▭ ▭▭▭▭ ▭▭ ▭▭▭▭▭ ▭▭▭ ▭▭ ▭▭▭▭: [40, 1456, 255, 1569]
- death-notice-heintzmann: [725, 1135, 967, 1436]
- text-block: ▭▭▭ ▭▭▭▭ ▭▭ ▭▭▭▭▭ ▭▭▭ ▭▭ ▭▭▭▭ ▭▭▭▭▭ ▭▭ ▭▭▭ ▭▭▭▭ ▭▭▭ ▭▭ ▭▭▭▭▭ ▭▭▭ ▭▭▭▭ ▭▭ ▭▭▭▭▭ ▭▭▭ ▭▭ ▭▭▭▭ ▭▭▭▭▭ ▭▭ ▭▭▭ ▭▭▭▭ ▭▭▭ ▭▭ ▭▭▭▭▭ ▭▭▭ ▭▭▭▭ ▭▭ ▭▭▭▭▭ ▭▭▭ ▭▭ ▭▭▭▭ ▭▭▭▭▭ ▭▭ ▭▭▭ ▭▭▭▭ ▭▭▭ ▭▭: [490, 257, 705, 301]
- section-heading: Infanterie-Regiment Nr. 32 Meiningen.: [54, 907, 241, 917]
- table-row: 98.59 -12.50 Barvorrat 61.00 -18.10: [723, 202, 978, 211]
- text-block: ▭▭▭ ▭▭▭▭ ▭▭ ▭▭▭▭▭ ▭▭▭ ▭▭ ▭▭▭▭ ▭▭▭▭▭ ▭▭ ▭▭▭ ▭▭▭▭ ▭▭▭ ▭▭ ▭▭▭▭▭ ▭▭▭ ▭▭▭▭ ▭▭ ▭▭▭▭▭ ▭▭▭ ▭▭: [723, 85, 978, 103]
- bank-statement-dateline: E. New York, 6. Septbr.: [893, 171, 978, 180]
- table-row: 9.95 +0.80 Zirkulation 114.33 +12.10: [723, 219, 978, 228]
- text-block: ▭▭▭ ▭▭▭▭ ▭▭ ▭▭▭▭▭ ▭▭▭ ▭▭ ▭▭▭▭ ▭▭▭▭▭ ▭▭ ▭▭▭ ▭▭▭▭ ▭▭▭ ▭▭ ▭▭▭▭▭ ▭▭▭ ▭▭▭▭ ▭▭ ▭▭▭▭▭: [490, 1339, 705, 1366]
- section-heading: Grenadier-Regiment Nr. 5 (Danzig).: [62, 505, 233, 515]
- section-heading: 11. Infanterie-Regiment, Regensburg.: [281, 1310, 464, 1321]
- text-block: ▭▭▭ ▭▭▭▭ ▭▭ ▭▭▭▭▭ ▭▭▭ ▭▭ ▭▭▭▭ ▭▭▭▭▭ ▭▭ ▭▭▭ ▭▭▭▭ ▭▭▭ ▭▭ ▭▭▭▭▭ ▭▭▭ ▭▭▭▭ ▭▭ ▭▭▭▭▭ ▭▭▭ ▭▭ ▭▭▭▭ ▭▭▭▭▭ ▭▭ ▭▭▭ ▭▭▭▭ ▭▭▭ ▭▭ ▭▭▭▭▭ ▭▭▭ ▭▭▭▭ ▭▭ ▭▭▭▭▭ ▭▭▭ ▭▭ ▭▭▭▭ ▭▭▭▭▭ ▭▭ ▭▭▭ ▭▭▭▭ ▭▭▭ ▭▭ ▭▭▭▭▭ ▭▭▭ ▭▭▭▭ ▭▭ ▭▭▭▭▭ ▭▭▭ ▭▭ ▭▭▭▭ ▭▭▭▭▭ ▭▭ ▭▭▭ ▭▭▭▭ ▭▭▭ ▭▭ ▭▭▭▭▭ ▭▭▭ ▭▭▭▭ ▭▭ ▭▭▭▭▭ ▭▭▭ ▭▭ ▭▭▭▭ ▭▭▭▭▭ ▭▭ ▭▭▭ ▭▭▭▭ ▭▭▭ ▭▭ ▭▭▭▭▭ ▭▭▭ ▭▭▭▭ ▭▭ ▭▭▭▭▭ ▭▭▭ ▭▭ ▭▭▭▭ ▭▭▭▭▭ ▭▭ ▭▭▭ ▭▭▭▭ ▭▭▭ ▭▭ ▭▭▭▭▭ ▭▭▭ ▭▭▭▭ ▭▭ ▭▭▭▭▭ ▭▭▭ ▭▭ ▭▭▭▭ ▭▭▭▭▭ ▭▭ ▭▭▭ ▭▭▭▭ ▭▭▭ ▭▭ ▭▭▭▭▭ ▭▭▭ ▭▭▭▭ ▭▭ ▭▭▭▭▭ ▭▭▭ ▭▭ ▭▭▭▭ ▭▭▭▭▭ ▭▭ ▭▭▭ ▭▭▭▭ ▭▭▭ ▭▭ ▭▭▭▭▭ ▭▭▭ ▭▭▭▭ ▭▭ ▭▭▭▭▭ ▭▭▭ ▭▭ ▭▭▭▭ ▭▭▭▭▭ ▭▭ ▭▭▭ ▭▭▭▭ ▭▭▭ ▭▭ ▭▭▭▭▭ ▭▭▭ ▭▭▭▭ ▭▭ ▭▭▭▭▭ ▭▭▭ ▭▭ ▭▭▭▭ ▭▭▭▭▭ ▭▭ ▭▭▭ ▭▭▭▭ ▭▭▭ ▭▭ ▭▭▭▭▭ ▭▭▭ ▭▭▭▭ ▭▭ ▭▭▭▭▭ ▭▭▭ ▭▭ ▭▭▭▭ ▭▭▭▭▭ ▭▭ ▭▭▭ ▭▭▭▭ ▭▭▭ ▭▭ ▭▭▭▭▭ ▭▭▭ ▭▭▭▭ ▭▭ ▭▭▭▭▭ ▭▭▭ ▭▭ ▭▭▭▭ ▭▭▭▭▭ ▭▭ ▭▭▭ ▭▭▭▭ ▭▭▭ ▭▭ ▭▭▭▭▭ ▭▭▭ ▭▭▭▭ ▭▭ ▭▭▭▭▭ ▭▭▭ ▭▭ ▭▭▭▭ ▭▭▭▭▭ ▭▭ ▭▭▭ ▭▭▭▭ ▭▭▭ ▭▭ ▭▭▭▭▭ ▭▭▭ ▭▭▭▭ ▭▭ ▭▭▭▭▭ ▭▭▭ ▭▭ ▭▭▭▭ ▭▭▭▭▭ ▭▭ ▭▭▭ ▭▭▭▭ ▭▭▭ ▭▭ ▭▭▭▭▭ ▭▭▭ ▭▭▭▭ ▭▭ ▭▭▭▭▭ ▭▭▭ ▭▭ ▭▭▭▭ ▭▭▭▭▭ ▭▭ ▭▭▭ ▭▭▭▭ ▭▭▭ ▭▭ ▭▭▭▭▭ ▭▭▭ ▭▭▭▭ ▭▭ ▭▭▭▭▭ ▭▭▭ ▭▭ ▭▭▭▭ ▭▭▭▭▭ ▭▭ ▭▭▭ ▭▭▭▭: [265, 885, 480, 1127]
- notice-intro: Heute entschlief sanft nach jahrelangem schweren Leiden, das sie mit frommer Geduld trug, unsere geliebte Mutter, Schwiegermutter und Großmutter: [745, 1174, 947, 1208]
- text-block: ▭▭▭ ▭▭▭▭ ▭▭ ▭▭▭▭▭ ▭▭▭ ▭▭ ▭▭▭▭ ▭▭▭▭▭ ▭▭ ▭▭▭ ▭▭▭▭ ▭▭▭ ▭▭ ▭▭▭▭▭ ▭▭▭ ▭▭▭▭ ▭▭ ▭▭▭▭▭ ▭▭▭ ▭▭ ▭▭▭▭ ▭▭▭▭▭ ▭▭ ▭▭▭ ▭▭▭▭ ▭▭▭ ▭▭ ▭▭▭▭▭ ▭▭▭ ▭▭▭▭ ▭▭ ▭▭▭▭▭ ▭▭▭ ▭▭ ▭▭▭▭ ▭▭▭▭▭ ▭▭ ▭▭▭ ▭▭▭▭ ▭▭▭ ▭▭ ▭▭▭▭▭ ▭▭▭ ▭▭▭▭ ▭▭ ▭▭▭▭▭ ▭▭▭ ▭▭ ▭▭▭▭ ▭▭▭▭▭ ▭▭ ▭▭▭ ▭▭▭▭ ▭▭▭ ▭▭ ▭▭▭▭▭ ▭▭▭ ▭▭▭▭ ▭▭ ▭▭▭▭▭ ▭▭▭ ▭▭ ▭▭▭▭ ▭▭▭▭▭ ▭▭ ▭▭▭ ▭▭▭▭ ▭▭▭ ▭▭ ▭▭▭▭▭ ▭▭▭ ▭▭▭▭ ▭▭ ▭▭▭▭▭ ▭▭▭ ▭▭ ▭▭▭▭ ▭▭▭▭▭ ▭▭ ▭▭▭ ▭▭▭▭ ▭▭▭ ▭▭ ▭▭▭▭▭ ▭▭▭ ▭▭▭▭ ▭▭ ▭▭▭▭▭ ▭▭▭ ▭▭ ▭▭▭▭ ▭▭▭▭▭ ▭▭ ▭▭▭ ▭▭▭▭ ▭▭▭ ▭▭ ▭▭▭▭▭ ▭▭▭ ▭▭▭▭ ▭▭ ▭▭▭▭▭ ▭▭▭ ▭▭ ▭▭▭▭ ▭▭▭▭▭ ▭▭ ▭▭▭ ▭▭▭▭ ▭▭▭ ▭▭ ▭▭▭▭▭ ▭▭▭ ▭▭▭▭ ▭▭ ▭▭▭▭▭ ▭▭▭ ▭▭ ▭▭▭▭ ▭▭▭▭▭ ▭▭ ▭▭▭ ▭▭▭▭ ▭▭▭ ▭▭ ▭▭▭▭▭ ▭▭▭ ▭▭▭▭ ▭▭ ▭▭▭▭▭ ▭▭▭ ▭▭ ▭▭▭▭ ▭▭▭▭▭ ▭▭ ▭▭▭ ▭▭▭▭ ▭▭▭ ▭▭ ▭▭▭▭▭ ▭▭▭ ▭▭▭▭ ▭▭ ▭▭▭▭▭ ▭▭▭ ▭▭ ▭▭▭▭ ▭▭▭▭▭ ▭▭ ▭▭▭ ▭▭▭▭ ▭▭▭ ▭▭ ▭▭▭▭▭ ▭▭▭ ▭▭▭▭ ▭▭ ▭▭▭▭▭ ▭▭▭ ▭▭ ▭▭▭▭ ▭▭▭▭▭ ▭▭ ▭▭▭ ▭▭▭▭ ▭▭▭ ▭▭ ▭▭▭▭▭ ▭▭▭ ▭▭▭▭ ▭▭ ▭▭▭▭▭ ▭▭▭ ▭▭ ▭▭▭▭ ▭▭▭▭▭ ▭▭ ▭▭▭ ▭▭▭▭ ▭▭▭ ▭▭ ▭▭▭▭▭ ▭▭▭ ▭▭▭▭ ▭▭ ▭▭▭▭▭ ▭▭▭ ▭▭ ▭▭▭▭ ▭▭▭▭▭ ▭▭ ▭▭▭ ▭▭▭▭ ▭▭▭ ▭▭ ▭▭▭▭▭ ▭▭▭ ▭▭▭▭ ▭▭ ▭▭▭▭▭ ▭▭▭ ▭▭ ▭▭▭▭ ▭▭▭▭▭ ▭▭ ▭▭▭ ▭▭▭▭ ▭▭▭ ▭▭ ▭▭▭▭▭ ▭▭▭ ▭▭▭▭ ▭▭ ▭▭▭▭▭ ▭▭▭ ▭▭ ▭▭▭▭ ▭▭▭▭▭ ▭▭ ▭▭▭ ▭▭▭▭ ▭▭▭ ▭▭ ▭▭▭▭▭ ▭▭▭ ▭▭▭▭ ▭▭ ▭▭▭▭▭ ▭▭▭ ▭▭ ▭▭▭▭ ▭▭▭▭▭ ▭▭ ▭▭▭ ▭▭▭▭ ▭▭▭ ▭▭ ▭▭▭▭▭ ▭▭▭ ▭▭▭▭ ▭▭ ▭▭▭▭▭ ▭▭▭ ▭▭ ▭▭▭▭ ▭▭▭▭▭ ▭▭ ▭▭▭ ▭▭▭▭ ▭▭▭ ▭▭ ▭▭▭▭▭ ▭▭▭ ▭▭▭▭ ▭▭ ▭▭▭▭▭ ▭▭▭ ▭▭ ▭▭▭▭ ▭▭▭▭▭ ▭▭ ▭▭▭ ▭▭▭▭ ▭▭▭ ▭▭ ▭▭▭▭▭ ▭▭▭ ▭▭▭▭ ▭▭ ▭▭▭▭▭ ▭▭▭ ▭▭ ▭▭▭▭ ▭▭▭▭▭ ▭▭ ▭▭▭ ▭▭▭▭ ▭▭▭ ▭▭ ▭▭▭▭▭ ▭▭▭ ▭▭▭▭ ▭▭ ▭▭▭▭▭ ▭▭▭ ▭▭ ▭▭▭▭ ▭▭▭▭▭ ▭▭ ▭▭▭ ▭▭▭▭ ▭▭▭ ▭▭ ▭▭▭▭▭ ▭▭▭ ▭▭▭▭ ▭▭ ▭▭▭▭▭ ▭▭▭ ▭▭ ▭▭▭▭ ▭▭▭▭▭ ▭▭ ▭▭▭ ▭▭▭▭ ▭▭▭ ▭▭ ▭▭▭▭▭ ▭▭▭ ▭▭▭▭ ▭▭ ▭▭▭▭▭ ▭▭▭ ▭▭ ▭▭▭▭ ▭▭▭▭▭ ▭▭ ▭▭▭ ▭▭▭▭ ▭▭▭ ▭▭ ▭▭▭▭▭ ▭▭▭ ▭▭▭▭ ▭▭ ▭▭▭▭▭ ▭▭▭ ▭▭ ▭▭▭▭ ▭▭▭▭▭ ▭▭ ▭▭▭ ▭▭▭▭ ▭▭▭ ▭▭ ▭▭▭▭▭ ▭▭▭ ▭▭▭▭ ▭▭ ▭▭▭▭▭ ▭▭▭ ▭▭ ▭▭▭▭ ▭▭▭▭▭ ▭▭ ▭▭▭ ▭▭▭▭ ▭▭▭ ▭▭ ▭▭▭▭▭ ▭▭▭ ▭▭▭▭ ▭▭ ▭▭▭▭▭ ▭▭▭ ▭▭ ▭▭▭▭ ▭▭▭▭▭ ▭▭ ▭▭▭ ▭▭▭▭ ▭▭▭ ▭▭ ▭▭▭▭▭ ▭▭▭ ▭▭▭▭ ▭▭ ▭▭▭▭▭ ▭▭▭ ▭▭ ▭▭▭▭ ▭▭▭▭▭ ▭▭ ▭▭▭ ▭▭▭▭ ▭▭▭ ▭▭ ▭▭▭▭▭ ▭▭▭ ▭▭▭▭ ▭▭ ▭▭▭▭▭ ▭▭▭ ▭▭ ▭▭▭▭ ▭▭▭▭▭ ▭▭ ▭▭▭ ▭▭▭▭: [265, 151, 480, 573]
- deceased-maiden-name: geb. Gebhard: [818, 1272, 874, 1282]
